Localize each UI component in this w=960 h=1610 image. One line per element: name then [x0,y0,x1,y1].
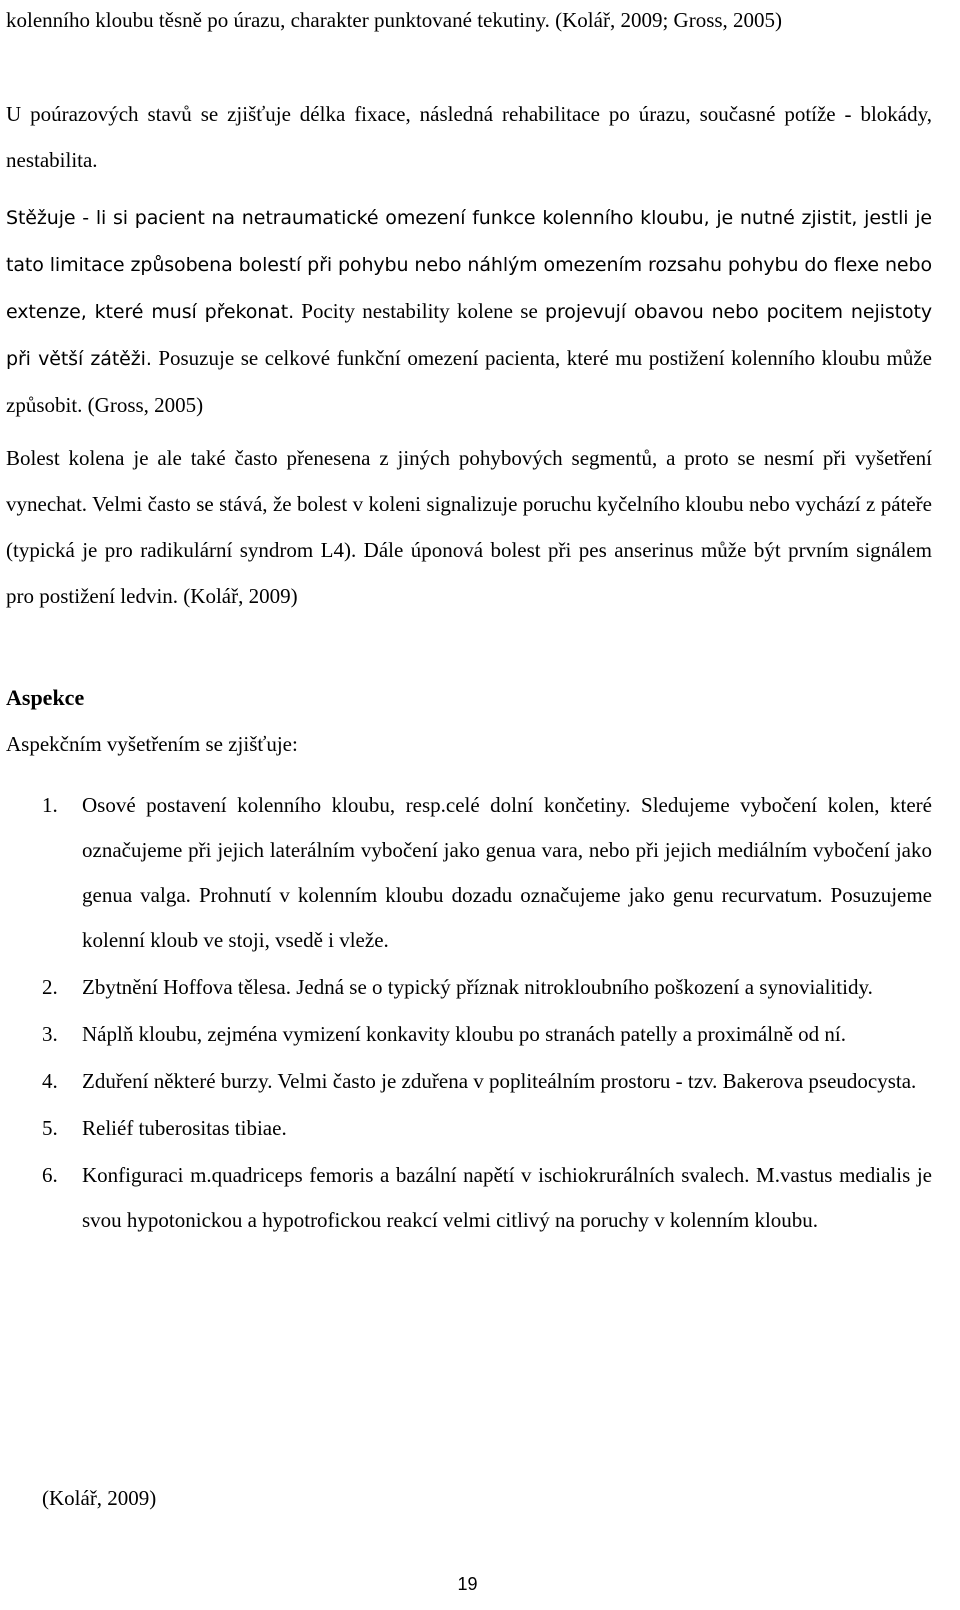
paragraph-post-injury: U poúrazových stavů se zjišťuje délka fixace, následná rehabilitace po úrazu, současné potíže - blokády, nestabilita. [6,102,932,172]
paragraph-nontraumatic-serif-text-b: Posuzuje se celkové funkční omezení pacienta, které mu postižení kolenního kloubu může způsobit. (Gross, 2005) [6,346,932,417]
list-item-text: Osové postavení kolenního kloubu, resp.celé dolní končetiny. Sledujeme vybočení kolen, které označujeme při jejich laterálním vybočení jako genua vara, nebo při jejich mediálním vybočení jako genua valga. Prohnutí v kolenním kloubu dozadu označujeme jako genu recurvatum. Posuzujeme kolenní kloub ve stoji, vsedě i vleže. [82,793,932,952]
paragraph-nontraumatic [6,194,932,428]
list-item-text: Náplň kloubu, zejména vymizení konkavity kloubu po stranách patelly a proximálně od ní. [82,1022,846,1046]
list-item [0,1012,932,1057]
paragraph-referred-pain: Bolest kolena je ale také často přenesena z jiných pohybových segmentů, a proto se nesmí při vyšetření vynechat. Velmi často se stává, že bolest v koleni signalizuje poruchu kyčelního kloubu nebo vychází z páteře (typická je pro radikulární syndrom L4). Dále úponová bolest při pes anserinus může být prvním signálem pro postižení ledvin. (Kolář, 2009) [6,446,932,608]
list-item-number: 2. [42,975,58,999]
page-number: 19 [457,1574,478,1594]
paragraph-nontraumatic-serif-text-a: Pocity nestability kolene se [301,299,538,323]
list-item-number: 6. [42,1163,58,1187]
list-item [0,965,932,1010]
list-item [0,1059,932,1104]
list-item [0,783,932,963]
source-citation: (Kolář, 2009) [42,1486,157,1510]
paragraph-continuation: kolenního kloubu těsně po úrazu, charakter punktované tekutiny. (Kolář, 2009; Gross, 2005) [6,8,783,32]
paragraph-nontraumatic-sans-text-b: projevují obavou nebo pocitem nejistoty při větší zátěži. [6,301,932,370]
section-intro: Aspekčním vyšetřením se zjišťuje: [6,732,298,756]
list-item [0,1106,932,1151]
list-item-text: Zduření některé burzy. Velmi často je zduřena v popliteálním prostoru - tzv. Bakerova pseudocysta. [82,1069,917,1093]
list-item-text: Zbytnění Hoffova tělesa. Jedná se o typický příznak nitrokloubního poškození a synovialitidy. [82,975,873,999]
list-item-number: 1. [42,793,58,817]
list-item-text: Reliéf tuberositas tibiae. [82,1116,287,1140]
section-heading: Aspekce [6,685,85,710]
paragraph-nontraumatic-sans-text: Stěžuje - li si pacient na netraumatické omezení funkce kolenního kloubu, je nutné zjistit, jestli je tato limitace způsobena bolestí při pohybu nebo náhlým omezením rozsahu pohybu do flexe nebo extenze, které musí překonat. [6,207,932,323]
aspection-findings-list [0,783,932,1245]
list-item [0,1153,932,1243]
list-item-number: 5. [42,1116,58,1140]
list-item-number: 3. [42,1022,58,1046]
list-item-number: 4. [42,1069,58,1093]
list-item-text: Konfiguraci m.quadriceps femoris a bazální napětí v ischiokrurálních svalech. M.vastus medialis je svou hypotonickou a hypotrofickou reakcí velmi citlivý na poruchy v kolenním kloubu. [82,1163,932,1232]
